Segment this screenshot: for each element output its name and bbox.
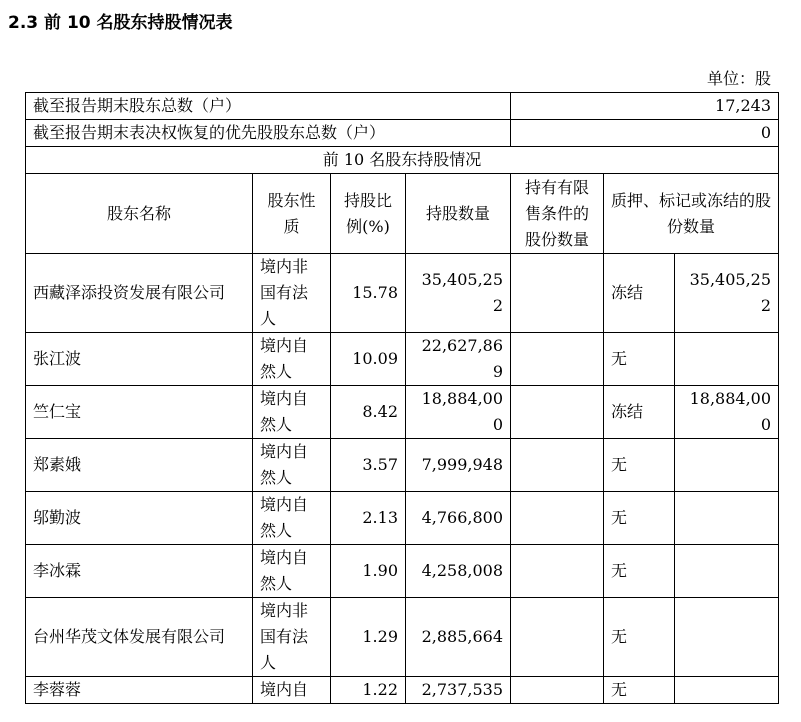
total-holders-label: 截至报告期末股东总数（户） [26,93,511,120]
header-row [26,174,779,254]
table-row [26,386,779,439]
holder-quantity: 2,885,664 [406,598,511,677]
holder-quantity: 4,258,008 [406,545,511,598]
holder-restricted [511,439,604,492]
holder-restricted [511,677,604,704]
holder-nature: 境内自然人 [253,439,331,492]
total-holders-value: 17,243 [511,93,779,120]
holder-name: 邬勤波 [26,492,253,545]
holder-name: 张江波 [26,333,253,386]
holder-quantity: 18,884,000 [406,386,511,439]
col-header-name: 股东名称 [26,174,253,254]
holder-nature: 境内非国有法人 [253,254,331,333]
table-row [26,439,779,492]
holder-nature: 境内非国有法人 [253,598,331,677]
holder-ratio: 8.42 [331,386,406,439]
holder-pledge-quantity [675,492,779,545]
holder-restricted [511,598,604,677]
holder-pledge-status: 无 [604,492,675,545]
holder-name: 西藏泽添投资发展有限公司 [26,254,253,333]
col-header-restricted: 持有有限售条件的股份数量 [511,174,604,254]
table-row [26,545,779,598]
holder-nature: 境内自然人 [253,333,331,386]
holder-pledge-quantity [675,677,779,704]
holder-name: 郑素娥 [26,439,253,492]
holder-pledge-quantity [675,333,779,386]
table-row [26,492,779,545]
holder-nature: 境内自然人 [253,545,331,598]
holder-name: 台州华茂文体发展有限公司 [26,598,253,677]
top10-title-row [26,147,779,174]
table-row [26,598,779,677]
holder-pledge-status: 冻结 [604,254,675,333]
table-row [26,677,779,704]
shareholders-table [25,92,779,704]
holder-quantity: 4,766,800 [406,492,511,545]
preferred-holders-value: 0 [511,120,779,147]
holder-pledge-quantity [675,439,779,492]
holder-name: 李蓉蓉 [26,677,253,704]
holder-pledge-status: 无 [604,598,675,677]
col-header-pledge: 质押、标记或冻结的股份数量 [604,174,779,254]
holder-restricted [511,492,604,545]
holder-pledge-quantity [675,598,779,677]
holder-restricted [511,386,604,439]
unit-label: 单位：股 [706,69,771,88]
summary-row-preferred [26,120,779,147]
col-header-nature: 股东性质 [253,174,331,254]
top10-title: 前 10 名股东持股情况 [26,147,779,174]
section-title: 2.3 前 10 名股东持股情况表 [8,13,233,33]
holder-nature: 境内自 [253,677,331,704]
holder-name: 竺仁宝 [26,386,253,439]
holder-ratio: 1.90 [331,545,406,598]
holder-pledge-quantity [675,545,779,598]
holder-restricted [511,333,604,386]
holder-ratio: 15.78 [331,254,406,333]
table-row [26,333,779,386]
holder-pledge-status: 无 [604,439,675,492]
col-header-quantity: 持股数量 [406,174,511,254]
holder-restricted [511,254,604,333]
holder-quantity: 7,999,948 [406,439,511,492]
holder-nature: 境内自然人 [253,386,331,439]
holder-quantity: 22,627,869 [406,333,511,386]
holder-pledge-status: 无 [604,545,675,598]
holder-pledge-status: 无 [604,333,675,386]
holder-pledge-status: 无 [604,677,675,704]
holder-pledge-quantity: 18,884,000 [675,386,779,439]
col-header-ratio: 持股比例(%) [331,174,406,254]
holder-ratio: 3.57 [331,439,406,492]
holder-pledge-status: 冻结 [604,386,675,439]
holder-pledge-quantity: 35,405,252 [675,254,779,333]
holder-ratio: 2.13 [331,492,406,545]
table-row [26,254,779,333]
holder-ratio: 1.29 [331,598,406,677]
holder-ratio: 10.09 [331,333,406,386]
preferred-holders-label: 截至报告期末表决权恢复的优先股股东总数（户） [26,120,511,147]
holder-name: 李冰霖 [26,545,253,598]
holder-restricted [511,545,604,598]
holder-quantity: 2,737,535 [406,677,511,704]
holder-nature: 境内自然人 [253,492,331,545]
holder-ratio: 1.22 [331,677,406,704]
holder-quantity: 35,405,252 [406,254,511,333]
summary-row-total [26,93,779,120]
